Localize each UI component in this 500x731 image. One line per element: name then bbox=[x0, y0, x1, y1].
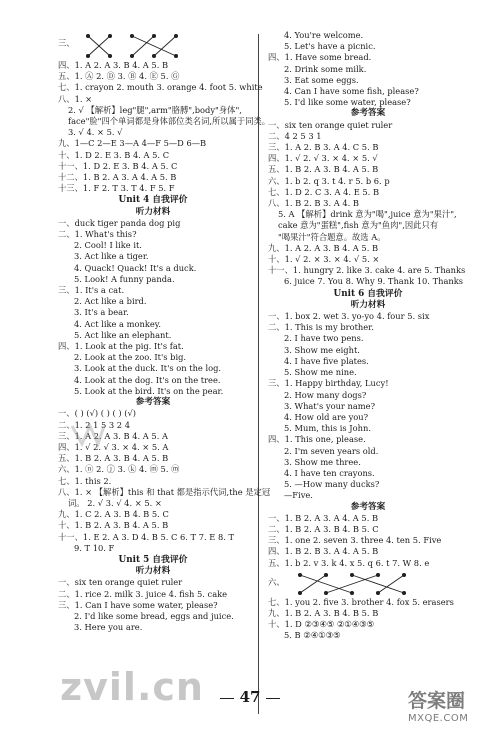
column-divider bbox=[258, 34, 259, 714]
answer-line: 5. Look at the bird. It's on the pear. bbox=[74, 385, 224, 396]
answer-line: 八、1. × 【解析】this 和 that 都是指示代词,the 是定冠 bbox=[58, 486, 271, 497]
match-label: 三、 bbox=[58, 38, 75, 48]
answer-line: 2. √ 【解析】leg"腿",arm"胳膊",body"身体", bbox=[68, 104, 242, 115]
answer-line: 五、1. B 2. A 3. B 4. A 5. B bbox=[58, 453, 169, 464]
answer-line: 三、1. It's a cat. bbox=[58, 285, 125, 296]
answer-line: 四、1. This one, please. bbox=[268, 434, 366, 445]
answer-line: 三、1. Happy birthday, Lucy! bbox=[268, 378, 389, 389]
answer-line: 二、1. B 2. A 3. B 4. B 5. C bbox=[268, 523, 379, 534]
answer-line: 四、1. A 2. A 3. B 4. A 5. B bbox=[58, 60, 169, 70]
answer-line: 十一、1. hungry 2. like 3. cake 4. are 5. Thanks bbox=[268, 265, 466, 276]
answer-line: 七、1. D 2. C 3. A 4. E 5. B bbox=[268, 186, 380, 197]
answer-line: 十二、1. B 2. A 3. A 4. A 5. B bbox=[58, 172, 177, 183]
answer-line: 七、1. you 2. five 3. brother 4. fox 5. erasers bbox=[268, 596, 454, 607]
answer-line: 2. I have two pens. bbox=[284, 333, 364, 344]
answer-line: 4. Look at the dog. It's on the tree. bbox=[74, 374, 221, 385]
answer-line: 五、1. Ⓐ 2. Ⓓ 3. Ⓑ 4. Ⓔ 5. Ⓖ bbox=[58, 71, 180, 82]
answer-line: 2. I'd like some bread, eggs and juice. bbox=[74, 610, 234, 621]
answer-line: 3. What's your name? bbox=[284, 400, 376, 411]
match-label: 六、 bbox=[268, 576, 285, 587]
watermark-right: 答案圈 MXQE.COM bbox=[408, 690, 469, 724]
answer-line: 2. How many dogs? bbox=[284, 389, 367, 400]
answer-line: 三、1. one 2. seven 3. three 4. ten 5. Five bbox=[268, 535, 442, 546]
answer-line: 3. Show me eight. bbox=[284, 344, 360, 355]
answer-line: 2. Cool! I like it. bbox=[74, 240, 142, 251]
answer-line: 5. —How many ducks? bbox=[284, 479, 380, 490]
matching-exercise-left bbox=[58, 30, 248, 60]
answer-line: 4. You're welcome. bbox=[284, 30, 364, 40]
answer-line: 十、1. D ②③④⑤ ②①④③⑤ bbox=[268, 619, 375, 630]
section-heading: Unit 5 自我评价 bbox=[118, 554, 188, 565]
answer-line: 十、1. D 2. E 3. B 4. A 5. C bbox=[58, 149, 170, 160]
answer-line: 九、1. C 2. A 3. B 4. B 5. C bbox=[58, 509, 169, 520]
section-heading: 听力材料 bbox=[135, 566, 171, 577]
answer-line: 三、1. Can I have some water, please? bbox=[58, 599, 218, 610]
answer-line: 4. Can I have some fish, please? bbox=[284, 86, 419, 97]
answer-line: 四、1. √ 2. √ 3. × 4. × 5. A bbox=[58, 441, 169, 452]
answer-line: 一、six ten orange quiet ruler bbox=[268, 119, 393, 130]
left-column bbox=[58, 30, 271, 633]
answer-line: 9. T 10. F bbox=[74, 542, 115, 553]
answer-line: 十一、1. D 2. E 3. B 4. A 5. C bbox=[58, 160, 178, 171]
answer-line: 3. Act like a tiger. bbox=[74, 251, 149, 262]
answer-line: 十一、1. E 2. A 3. D 4. B 5. C 6. T 7. E 8. T bbox=[58, 531, 235, 542]
answer-line: 3. It's a bear. bbox=[74, 307, 129, 318]
answer-line: 词。 2. √ 3. √ 4. × 5. × bbox=[68, 497, 162, 508]
matching-lines bbox=[80, 32, 190, 60]
answer-line: 3. Look at the duck. It's on the log. bbox=[74, 363, 222, 374]
section-heading: Unit 6 自我评价 bbox=[333, 288, 403, 299]
answer-line: 4. I have ten crayons. bbox=[284, 467, 375, 478]
answer-line: —Five. bbox=[284, 490, 313, 501]
answer-line: 6. juice 7. You 8. Why 9. Thank 10. Thanks bbox=[284, 276, 464, 287]
answer-line: 3. Eat some eggs. bbox=[284, 74, 359, 85]
answer-line: 一、six ten orange quiet ruler bbox=[58, 577, 183, 588]
answer-line: 2. Drink some milk. bbox=[284, 63, 367, 74]
page-number-dash-right bbox=[266, 698, 280, 699]
answer-line: 九、1. A 2. A 3. B 4. A 5. B bbox=[268, 242, 379, 253]
answer-line: 5. A 【解析】drink 意为"喝",juice 意为"果汁", bbox=[278, 209, 457, 220]
answer-line: 十、1. B 2. A 3. B 4. A 5. B bbox=[58, 520, 169, 531]
answer-line: 十三、1. F 2. T 3. T 4. F 5. F bbox=[58, 183, 175, 194]
answer-line: 二、1. What's this? bbox=[58, 229, 137, 240]
answer-line: cake 意为"蛋糕",fish 意为"鱼肉",因此只有 bbox=[278, 220, 439, 231]
matching-lines bbox=[290, 571, 420, 597]
answer-line: 五、1. b 2. v 3. k 4. x 5. q 6. t 7. W 8. e bbox=[268, 557, 430, 568]
answer-line: 二、1. rice 2. milk 3. juice 4. fish 5. cake bbox=[58, 588, 228, 599]
answer-line: 六、1. b 2. q 3. t 4. r 5. b 6. p bbox=[268, 175, 390, 186]
section-heading: 参考答案 bbox=[350, 501, 386, 512]
answer-line: 九、1—C 2—E 3—A 4—F 5—D 6—B bbox=[58, 138, 207, 149]
answer-line: 一、1. B 2. A 3. A 4. A 5. B bbox=[268, 512, 379, 523]
answer-line: 七、1. this 2. bbox=[58, 475, 112, 486]
answer-line: 5. Let's have a picnic. bbox=[284, 41, 376, 52]
answer-line: 5. Act like an elephant. bbox=[74, 329, 172, 340]
answer-line: 3. Here you are. bbox=[74, 622, 143, 633]
answer-line: 5. Mum, this is John. bbox=[284, 423, 371, 434]
answer-line: 二、4 2 5 3 1 bbox=[268, 130, 322, 141]
answer-line: 4. I have five plates. bbox=[284, 355, 369, 366]
section-heading: 听力材料 bbox=[350, 299, 386, 310]
answer-line: face"脸"四个单词都是身体部位类名词,所以属于同类。 bbox=[68, 116, 271, 127]
answer-line: 九、1. B 2. A 3. B 4. B 5. B bbox=[268, 607, 379, 618]
answer-line: 5. B ②④①③⑤ bbox=[284, 630, 341, 641]
answer-line: 二、1. 2 1 5 3 2 4 bbox=[58, 419, 131, 430]
answer-line: 四、1. Have some bread. bbox=[268, 52, 372, 63]
answer-line: 一、( ) (√) ( ) ( ) (√) bbox=[58, 408, 136, 419]
answer-line: 十、1. √ 2. × 3. × 4. √ 5. × bbox=[268, 254, 380, 265]
answer-line: 3. Show me three. bbox=[284, 456, 361, 467]
answer-line: 5. I'd like some water, please? bbox=[284, 97, 411, 108]
answer-line: 3. √ 4. × 5. √ bbox=[68, 127, 123, 138]
answer-line: 三、1. A 2. A 3. B 4. A 5. A bbox=[58, 430, 168, 441]
answer-line: 4. Act like a monkey. bbox=[74, 318, 161, 329]
answer-line: 一、duck tiger panda dog pig bbox=[58, 217, 181, 228]
answer-line: 2. Act like a bird. bbox=[74, 296, 147, 307]
section-heading: 听力材料 bbox=[135, 206, 171, 217]
answer-line: 2. Look at the zoo. It's big. bbox=[74, 352, 187, 363]
watermark-small-logo bbox=[68, 420, 108, 450]
watermark-left: zvil.cn bbox=[60, 665, 204, 709]
answer-line: 5. Look! A funny panda. bbox=[74, 273, 175, 284]
answer-line: 三、1. A 2. B 3. A 4. C 5. B bbox=[268, 142, 379, 153]
page-number: 47 bbox=[0, 688, 500, 706]
answer-line: 四、1. B 2. B 3. A 4. A 5. B bbox=[268, 546, 379, 557]
answer-line: 五、1. B 2. A 3. B 4. A 5. B bbox=[268, 164, 379, 175]
answer-line: 四、1. √ 2. √ 3. × 4. × 5. √ bbox=[268, 153, 378, 164]
answer-line: 4. How old are you? bbox=[284, 411, 369, 422]
section-heading: 参考答案 bbox=[350, 108, 386, 119]
answer-line: 四、1. Look at the pig. It's fat. bbox=[58, 341, 184, 352]
answer-line: 2. I'm seven years old. bbox=[284, 445, 379, 456]
answer-line: 二、1. This is my brother. bbox=[268, 322, 374, 333]
answer-line: 八、1. B 2. B 3. A 4. B bbox=[268, 198, 360, 209]
answer-line: 5. Show me nine. bbox=[284, 367, 357, 378]
answer-line: 六、1. ⓝ 2. ⓙ 3. ⓚ 4. ⓜ 5. ⓜ bbox=[58, 464, 180, 475]
matching-exercise-right bbox=[268, 569, 468, 597]
answer-line: 4. Quack! Quack! It's a duck. bbox=[74, 262, 197, 273]
answer-line: "喝果汁"符合题意。故选 A。 bbox=[278, 231, 386, 242]
answer-line: 八、1. × bbox=[58, 93, 93, 104]
answer-line: 一、1. box 2. wet 3. yo-yo 4. four 5. six bbox=[268, 311, 430, 322]
right-column bbox=[268, 30, 468, 642]
page-number-dash-left bbox=[220, 698, 234, 699]
section-heading: Unit 4 自我评价 bbox=[118, 195, 188, 206]
section-heading: 参考答案 bbox=[135, 397, 171, 408]
answer-line: 七、1. crayon 2. mouth 3. orange 4. foot 5. white bbox=[58, 82, 263, 93]
